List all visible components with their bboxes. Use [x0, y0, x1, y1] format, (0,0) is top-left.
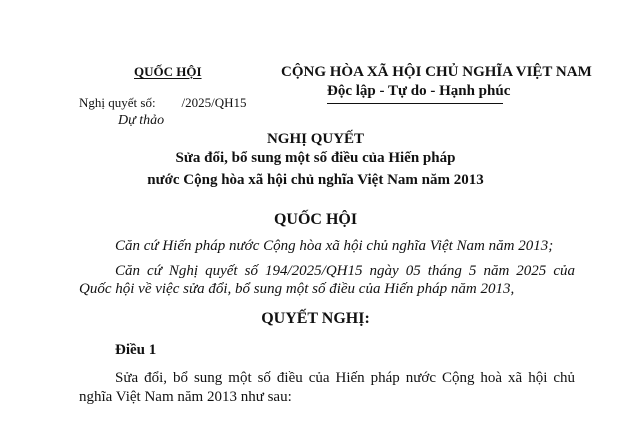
country-name: CỘNG HÒA XÃ HỘI CHỦ NGHĨA VIỆT NAM — [281, 64, 592, 80]
resolution-number: Nghị quyết số: /2025/QH15 — [79, 95, 247, 110]
legal-basis-2-line1: Căn cứ Nghị quyết số 194/2025/QH15 ngày 05 tháng 5 năm 2025 của — [115, 263, 575, 279]
national-motto: Độc lập - Tự do - Hạnh phúc — [327, 83, 511, 99]
resolves-heading: QUYẾT NGHỊ: — [261, 310, 370, 327]
motto-underline — [327, 103, 503, 104]
document-type: NGHỊ QUYẾT — [266, 131, 365, 147]
article-text-line1: Sửa đổi, bổ sung một số điều của Hiến pháp nước Cộng hoà xã hội chủ — [115, 370, 575, 386]
issuing-body: QUỐC HỘI — [134, 64, 202, 79]
draft-label: Dự thảo — [118, 113, 165, 128]
issuer-heading: QUỐC HỘI — [273, 211, 358, 228]
legal-basis-1: Căn cứ Hiến pháp nước Cộng hòa xã hội chủ nghĩa Việt Nam năm 2013; — [115, 238, 554, 254]
article-heading: Điều 1 — [115, 342, 157, 358]
legal-basis-2-line2: Quốc hội về việc sửa đổi, bổ sung một số điều của Hiến pháp năm 2013, — [79, 281, 515, 297]
document-subtitle-line2: nước Cộng hòa xã hội chủ nghĩa Việt Nam năm 2013 — [147, 172, 484, 188]
article-text-line2: nghĩa Việt Nam năm 2013 như sau: — [79, 389, 292, 405]
document-subtitle-line1: Sửa đổi, bổ sung một số điều của Hiến pháp — [175, 150, 456, 166]
